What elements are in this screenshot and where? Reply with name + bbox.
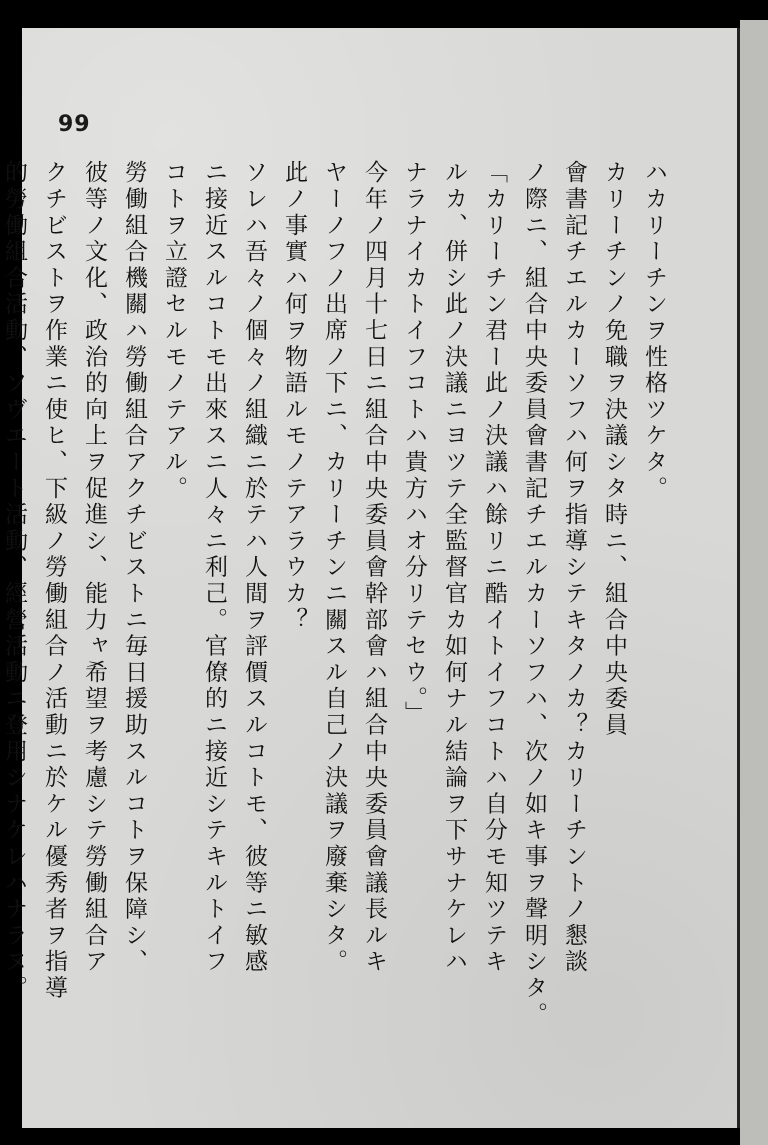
- vertical-text-block: [1, 160, 670, 1060]
- text-column: ルカ、併シ此ノ決議ニヨツテ全監督官カ如何ナル結論ヲ下サナケレハ: [441, 160, 467, 976]
- page-edge-line: [737, 28, 740, 1128]
- text-column: 「カリーチン君ー此ノ決議ハ餘リニ酷イトイフコトハ自分モ知ツテキ: [481, 160, 507, 976]
- text-column: コトヲ立證セルモノテアル。: [161, 160, 187, 502]
- text-column: 彼等ノ文化、政治的向上ヲ促進シ、能力ャ希望ヲ考慮シテ勞働組合ア: [81, 160, 107, 976]
- text-column: ヤーノフノ出席ノ下ニ、カリーチンニ關スル自己ノ決議ヲ廢棄シタ。: [321, 160, 347, 976]
- page-number: 99: [58, 112, 91, 137]
- text-column: ソレハ吾々ノ個々ノ組織ニ於テハ人間ヲ評價スルコトモ、彼等ニ敏感: [241, 160, 267, 976]
- book-spine: [740, 20, 768, 1145]
- text-column: 此ノ事實ハ何ヲ物語ルモノテアラウカ？: [281, 160, 307, 634]
- text-column: 的勞働組合活動、ソヴエート活動、經營活動ニ登用シナケレハナラヌ。: [1, 160, 27, 1002]
- text-column: ハカリーチンヲ性格ツケタ。: [641, 160, 667, 502]
- text-column: 會書記チエルカーソフハ何ヲ指導シテキタノカ？カリーチントノ懇談: [561, 160, 587, 976]
- text-column: ノ際ニ、組合中央委員會書記チエルカーソフハ、次ノ如キ事ヲ聲明シタ。: [521, 160, 547, 1028]
- text-column: ナラナイカトイフコトハ貴方ハオ分リテセウ。」: [401, 160, 427, 728]
- text-column: ニ接近スルコトモ出來スニ人々ニ利己。官僚的ニ接近シテキルトイフ: [201, 160, 227, 976]
- text-column: 今年ノ四月十七日ニ組合中央委員會幹部會ハ組合中央委員會議長ルキ: [361, 160, 387, 976]
- text-column: クチビストヲ作業ニ使ヒ、下級ノ勞働組合ノ活動ニ於ケル優秀者ヲ指導: [41, 160, 67, 1002]
- text-column: 勞働組合機關ハ勞働組合アクチビストニ毎日援助スルコトヲ保障シ、: [121, 160, 147, 976]
- text-column: カリーチンノ免職ヲ決議シタ時ニ、組合中央委員: [601, 160, 627, 739]
